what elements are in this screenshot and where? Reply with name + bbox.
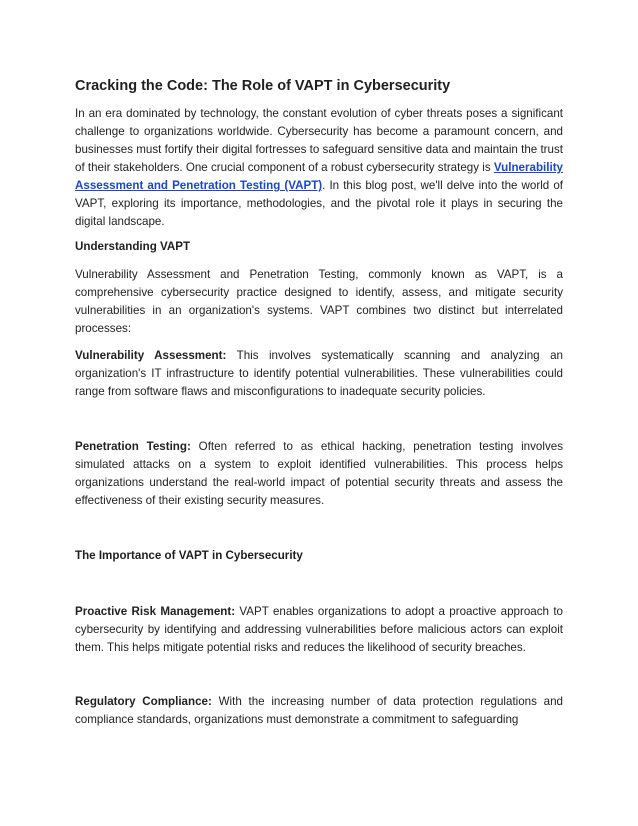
understanding-vapt-paragraph: Vulnerability Assessment and Penetration Testing, commonly known as VAPT, is a comprehensive cybersecurity practice designed to identify, assess, and mitigate security vulnerabilities in an organization's systems. VAPT combines two distinct but interrelated processes: (75, 268, 563, 335)
penetration-testing-text: Often referred to as ethical hacking, penetration testing involves simulated attacks on a system to exploit identified vulnerabilities. This process helps organizations understand the real-world impact of potential security threats and assess the effectiveness of their existing security measures. (75, 440, 563, 507)
vapt-link[interactable]: Vulnerability Assessment and Penetration Testing (VAPT) (75, 161, 564, 192)
regulatory-compliance-label: Regulatory Compliance: (75, 695, 212, 708)
page-title: Cracking the Code: The Role of VAPT in Cybersecurity (75, 78, 451, 94)
proactive-risk-management-label: Proactive Risk Management: (75, 605, 236, 618)
vulnerability-assessment-paragraph (75, 347, 563, 401)
vulnerability-assessment-label: Vulnerability Assessment: (75, 349, 227, 362)
proactive-risk-management-paragraph (75, 603, 563, 657)
penetration-testing-label: Penetration Testing: (75, 440, 191, 453)
penetration-testing-paragraph (75, 438, 563, 510)
intro-text-before-link: In an era dominated by technology, the constant evolution of cyber threats poses a significant challenge to organizations worldwide. Cybersecurity has become a paramount concern, and businesses must fortify their digital fortresses to safeguard sensitive data and maintain the trust of their stakeholders. One crucial component of a robust cybersecurity strategy is (75, 107, 563, 174)
regulatory-compliance-paragraph (75, 693, 563, 729)
regulatory-compliance-text: With the increasing number of data protection regulations and compliance standards, organizations must demonstrate a commitment to safeguarding (75, 695, 563, 726)
intro-text-after-link: . In this blog post, we'll delve into the world of VAPT, exploring its importance, methodologies, and the pivotal role it plays in securing the digital landscape. (75, 179, 563, 228)
vulnerability-assessment-text: This involves systematically scanning and analyzing an organization's IT infrastructure to identify potential vulnerabilities. These vulnerabilities could range from software flaws and misconfigurations to inadequate security policies. (75, 349, 563, 398)
section-heading-importance-of-vapt: The Importance of VAPT in Cybersecurity (75, 549, 303, 562)
section-heading-understanding-vapt: Understanding VAPT (75, 240, 191, 253)
intro-paragraph (75, 105, 563, 231)
proactive-risk-management-text: VAPT enables organizations to adopt a proactive approach to cybersecurity by identifying and addressing vulnerabilities before malicious actors can exploit them. This helps mitigate potential risks and reduces the likelihood of security breaches. (75, 605, 563, 654)
